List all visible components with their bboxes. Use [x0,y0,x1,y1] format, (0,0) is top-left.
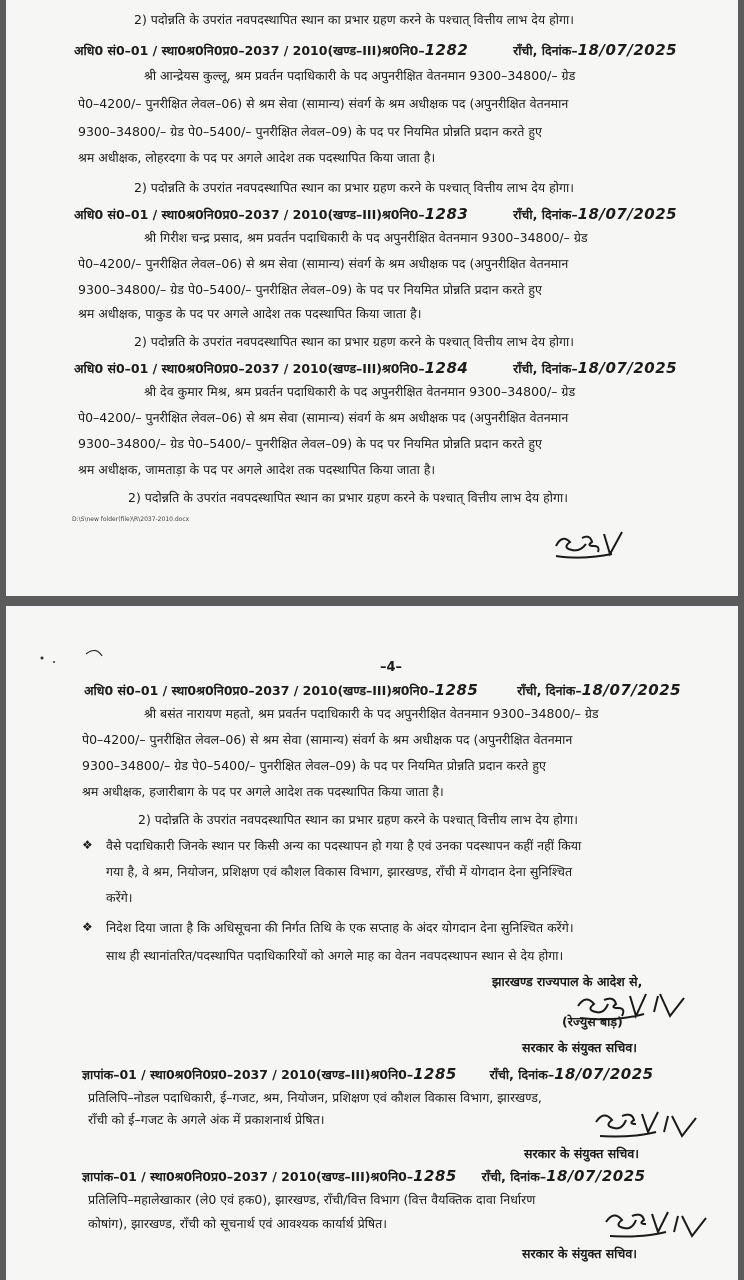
handwritten-ref-number: 1285 [434,681,479,699]
promotion-clause: 2) पदोन्नति के उपरांत नवपदस्थापित स्थान का प्रभार ग्रहण करने के पश्चात् वित्तीय लाभ देय होगा। [134,180,574,195]
body-line: 9300–34800/– ग्रेड पे0–5400/– पुनरीक्षित लेवल–09) के पद पर नियमित प्रोन्नति प्रदान करते हुए [78,282,542,297]
promotion-clause: 2) पदोन्नति के उपरांत नवपदस्थापित स्थान का प्रभार ग्रहण करने के पश्चात् वित्तीय लाभ देय होगा। [134,12,574,27]
handwritten-date: 18/07/2025 [554,1065,654,1083]
scan-speck-marks [36,642,106,672]
body-line: श्रम अधीक्षक, जामताड़ा के पद पर अगले आदेश तक पदस्थापित किया जाता है। [78,462,436,477]
memo-reference: ज्ञापांक–01 / स्था0श्र0नि0प्र0–2037 / 2010(खण्ड–III)श्र0नि0–1285 राँची, दिनांक–18/07/2025 [82,1065,654,1083]
memo-line: कोषांग), झारखण्ड, राँची को सूचनार्थ एवं आवश्यक कार्यार्थ प्रेषित। [88,1216,388,1231]
handwritten-ref-number: 1285 [413,1065,457,1083]
body-line: श्री बसंत नारायण महतो, श्रम प्रवर्तन पदाधिकारी के पद अपुनरीक्षित वेतनमान 9300–34800/– ग्रेड [144,706,599,721]
body-line: श्री देव कुमार मिश्र, श्रम प्रवर्तन पदाधिकारी के पद अपुनरीक्षित वेतनमान 9300–34800/– ग्रेड [144,384,576,399]
body-line: श्रम अधीक्षक, पाकुड के पद पर अगले आदेश तक पदस्थापित किया जाता है। [78,306,422,321]
handwritten-ref-number: 1284 [424,359,469,377]
signatory-designation: सरकार के संयुक्त सचिव। [522,1040,638,1055]
page-number: –4– [380,660,403,675]
file-path-footer: D:\S\new folder(file)\R\2037-2010.docx [72,516,190,523]
governor-order-line: झारखण्ड राज्यपाल के आदेश से, [492,974,643,989]
handwritten-ref-number: 1283 [424,205,469,223]
promotion-clause: 2) पदोन्नति के उपरांत नवपदस्थापित स्थान का प्रभार ग्रहण करने के पश्चात् वित्तीय लाभ देय होगा। [134,334,574,349]
handwritten-date: 18/07/2025 [546,1167,646,1185]
body-line: श्रम अधीक्षक, हजारीबाग के पद पर अगले आदेश तक पदस्थापित किया जाता है। [82,784,444,799]
diamond-bullet-icon: ❖ [82,838,93,852]
handwritten-date: 18/07/2025 [581,681,682,699]
memo-line: प्रतिलिपि–महालेखाकार (ले0 एवं हक0), झारखण्ड, राँची/वित्त विभाग (वित्त वैयक्तिक दावा निर्धारण [88,1192,536,1207]
notification-reference: अधि0 सं0–01 / स्था0श्र0नि0प्र0–2037 / 2010(खण्ड–III)श्र0नि0–1284 राँची, दिनांक–18/07/2025 [74,359,678,377]
body-line: 9300–34800/– ग्रेड पे0–5400/– पुनरीक्षित लेवल–09) के पद पर नियमित प्रोन्नति प्रदान करते हुए [78,124,542,139]
handwritten-date: 18/07/2025 [577,205,678,223]
diamond-bullet-icon: ❖ [82,920,93,934]
notification-reference: अधि0 सं0–01 / स्था0श्र0नि0प्र0–2037 / 2010(खण्ड–III)श्र0नि0–1283 राँची, दिनांक–18/07/2025 [74,205,678,223]
body-line: पे0–4200/– पुनरीक्षित लेवल–06) से श्रम सेवा (सामान्य) संवर्ग के श्रम अधीक्षक पद (अपुनरीक्षित वेतनमान [78,96,569,111]
body-line: पे0–4200/– पुनरीक्षित लेवल–06) से श्रम सेवा (सामान्य) संवर्ग के श्रम अधीक्षक पद (अपुनरीक्षित वेतनमान [78,410,569,425]
body-line: श्रम अधीक्षक, लोहरदगा के पद पर अगले आदेश तक पदस्थापित किया जाता है। [78,150,436,165]
bullet-line: वैसे पदाधिकारी जिनके स्थान पर किसी अन्य का पदस्थापन हो गया है एवं उनका पदस्थापन कहीं नहीं किया [106,838,582,853]
memo1-designation: सरकार के संयुक्त सचिव। [524,1146,640,1161]
handwritten-ref-number: 1285 [413,1167,457,1185]
promotion-clause: 2) पदोन्नति के उपरांत नवपदस्थापित स्थान का प्रभार ग्रहण करने के पश्चात् वित्तीय लाभ देय होगा। [128,490,568,505]
handwritten-date: 18/07/2025 [577,41,678,59]
memo2-signature [602,1206,712,1244]
memo-reference: ज्ञापांक–01 / स्था0श्र0नि0प्र0–2037 / 2010(खण्ड–III)श्र0नि0–1285 राँची, दिनांक–18/07/2025 [82,1167,646,1185]
memo-line: राँची को ई–गजट के अगले अंक में प्रकाशनार्थ प्रेषित। [88,1112,325,1127]
signatory-name: (रेज्युस बाड़) [562,1014,623,1029]
body-line: पे0–4200/– पुनरीक्षित लेवल–06) से श्रम सेवा (सामान्य) संवर्ग के श्रम अधीक्षक पद (अपुनरीक्षित वेतनमान [78,256,569,271]
handwritten-date: 18/07/2025 [577,359,678,377]
promotion-clause: 2) पदोन्नति के उपरांत नवपदस्थापित स्थान का प्रभार ग्रहण करने के पश्चात् वित्तीय लाभ देय होगा। [138,812,578,827]
body-line: श्री गिरीश चन्द्र प्रसाद, श्रम प्रवर्तन पदाधिकारी के पद अपुनरीक्षित वेतनमान 9300–34800/– ग्रेड [144,230,588,245]
memo2-designation: सरकार के संयुक्त सचिव। [522,1246,638,1261]
initials-signature [552,524,632,564]
memo-line: प्रतिलिपि–नोडल पदाधिकारी, ई–गजट, श्रम, नियोजन, प्रशिक्षण एवं कौशल विकास विभाग, झारखण्ड, [88,1090,542,1105]
body-line: 9300–34800/– ग्रेड पे0–5400/– पुनरीक्षित लेवल–09) के पद पर नियमित प्रोन्नति प्रदान करते हुए [78,436,542,451]
document-page-3 [6,0,738,596]
notification-reference: अधि0 सं0–01 / स्था0श्र0नि0प्र0–2037 / 2010(खण्ड–III)श्र0नि0–1285 राँची, दिनांक–18/07/2025 [84,681,682,699]
body-line: 9300–34800/– ग्रेड पे0–5400/– पुनरीक्षित लेवल–09) के पद पर नियमित प्रोन्नति प्रदान करते हुए [82,758,546,773]
handwritten-ref-number: 1282 [424,41,469,59]
bullet-line: करेंगे। [106,890,133,905]
bullet-line: निदेश दिया जाता है कि अधिसूचना की निर्गत तिथि के एक सप्ताह के अंदर योगदान देना सुनिश्चित करेंगे। [106,920,574,935]
notification-reference: अधि0 सं0–01 / स्था0श्र0नि0प्र0–2037 / 2010(खण्ड–III)श्र0नि0–1282 राँची, दिनांक–18/07/2025 [74,41,678,59]
body-line: पे0–4200/– पुनरीक्षित लेवल–06) से श्रम सेवा (सामान्य) संवर्ग के श्रम अधीक्षक पद (अपुनरीक्षित वेतनमान [82,732,573,747]
body-line: श्री आन्द्रेयस कुल्लू, श्रम प्रवर्तन पदाधिकारी के पद अपुनरीक्षित वेतनमान 9300–34800/– ग्रेड [144,68,576,83]
document-page-4 [6,606,738,1280]
bullet-line: गया है, वे श्रम, नियोजन, प्रशिक्षण एवं कौशल विकास विभाग, झारखण्ड, राँची में योगदान देना सुनिश्चित [106,864,573,879]
bullet-line: साथ ही स्थानांतरित/पदस्थापित पदाधिकारियों को अगले माह का वेतन नवपदस्थापन स्थान से देय होगा। [106,948,564,963]
memo1-signature [592,1106,702,1146]
